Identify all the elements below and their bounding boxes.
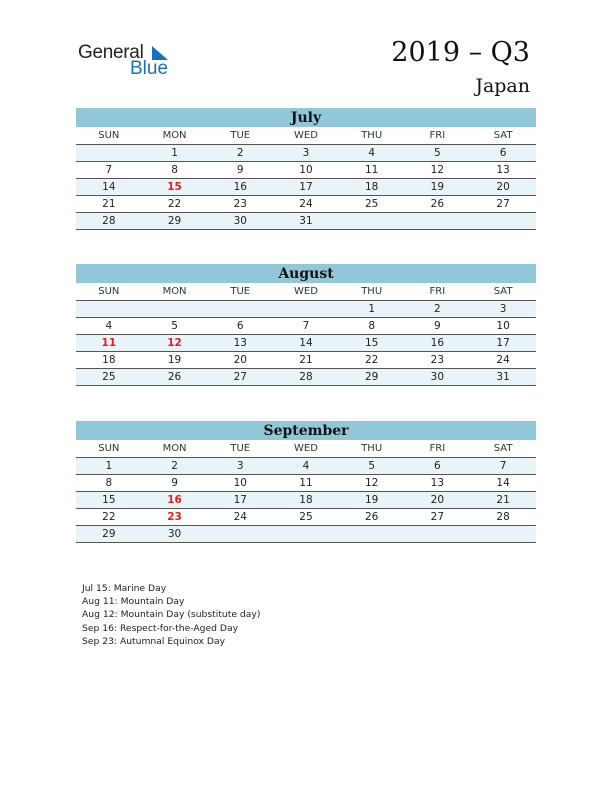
holiday-note: Sep 16: Respect-for-the-Aged Day	[82, 622, 239, 634]
day-cell: 10	[470, 318, 536, 335]
day-cell: 11	[339, 162, 405, 179]
month-block-july	[76, 108, 536, 230]
weekday-label: SUN	[76, 283, 142, 301]
weekday-label: SAT	[470, 440, 536, 458]
day-cell: 4	[76, 318, 142, 335]
week-row	[76, 509, 536, 526]
weekday-header-row	[76, 283, 536, 301]
logo-blue-text: Blue	[130, 58, 169, 79]
weekday-label: THU	[339, 283, 405, 301]
weekday-label: SUN	[76, 127, 142, 145]
day-cell: 16	[142, 492, 208, 509]
day-cell: 18	[273, 492, 339, 509]
month-title: July	[76, 108, 536, 127]
week-row	[76, 213, 536, 230]
day-cell: 12	[339, 475, 405, 492]
day-cell: 21	[273, 352, 339, 369]
day-cell: 5	[339, 458, 405, 475]
day-cell: 21	[470, 492, 536, 509]
week-row	[76, 145, 536, 162]
week-row	[76, 352, 536, 369]
weekday-label: FRI	[405, 283, 471, 301]
day-cell: 26	[339, 509, 405, 526]
day-cell: 14	[470, 475, 536, 492]
day-cell: 10	[273, 162, 339, 179]
day-cell: 13	[470, 162, 536, 179]
holiday-note: Sep 23: Autumnal Equinox Day	[82, 635, 226, 647]
month-title: August	[76, 264, 536, 283]
day-cell: 28	[76, 213, 142, 230]
day-cell: 2	[207, 145, 273, 162]
day-cell: 15	[142, 179, 208, 196]
week-row	[76, 162, 536, 179]
day-cell: 6	[207, 318, 273, 335]
day-cell: 1	[339, 301, 405, 318]
day-cell: 15	[339, 335, 405, 352]
holiday-note: Aug 12: Mountain Day (substitute day)	[82, 609, 261, 621]
weekday-label: TUE	[207, 127, 273, 145]
day-cell: 15	[76, 492, 142, 509]
day-cell: 13	[207, 335, 273, 352]
weekday-label: THU	[339, 440, 405, 458]
weekday-label: SAT	[470, 127, 536, 145]
day-cell: 31	[470, 369, 536, 386]
day-cell: 30	[405, 369, 471, 386]
week-row	[76, 369, 536, 386]
day-cell: 9	[142, 475, 208, 492]
empty-day-cell	[405, 526, 471, 543]
page-title: 2019 – Q3	[391, 37, 530, 68]
empty-day-cell	[470, 213, 536, 230]
day-cell: 20	[405, 492, 471, 509]
day-cell: 2	[405, 301, 471, 318]
day-cell: 14	[273, 335, 339, 352]
day-cell: 3	[470, 301, 536, 318]
day-cell: 22	[142, 196, 208, 213]
day-cell: 9	[207, 162, 273, 179]
weekday-label: WED	[273, 440, 339, 458]
day-cell: 3	[207, 458, 273, 475]
day-cell: 2	[142, 458, 208, 475]
generalblue-logo	[78, 40, 178, 80]
day-cell: 22	[76, 509, 142, 526]
day-cell: 6	[470, 145, 536, 162]
empty-day-cell	[76, 301, 142, 318]
holiday-note: Aug 11: Mountain Day	[82, 596, 185, 608]
weekday-label: SUN	[76, 440, 142, 458]
day-cell: 16	[405, 335, 471, 352]
weekday-label: MON	[142, 283, 208, 301]
day-cell: 5	[405, 145, 471, 162]
weekday-label: TUE	[207, 283, 273, 301]
day-cell: 17	[207, 492, 273, 509]
day-cell: 19	[142, 352, 208, 369]
weekday-label: TUE	[207, 440, 273, 458]
holiday-notes	[82, 582, 260, 648]
day-cell: 24	[273, 196, 339, 213]
logo-general-text: General	[78, 42, 144, 63]
weekday-label: WED	[273, 283, 339, 301]
day-cell: 27	[207, 369, 273, 386]
month-title: September	[76, 421, 536, 440]
day-cell: 26	[142, 369, 208, 386]
calendar-grid	[76, 283, 536, 386]
day-cell: 12	[142, 335, 208, 352]
day-cell: 8	[339, 318, 405, 335]
day-cell: 7	[76, 162, 142, 179]
calendar-grid	[76, 127, 536, 230]
day-cell: 12	[405, 162, 471, 179]
day-cell: 23	[405, 352, 471, 369]
day-cell: 13	[405, 475, 471, 492]
week-row	[76, 335, 536, 352]
weekday-label: THU	[339, 127, 405, 145]
weekday-label: WED	[273, 127, 339, 145]
day-cell: 1	[76, 458, 142, 475]
day-cell: 25	[339, 196, 405, 213]
empty-day-cell	[207, 301, 273, 318]
day-cell: 27	[470, 196, 536, 213]
day-cell: 19	[339, 492, 405, 509]
empty-day-cell	[273, 301, 339, 318]
empty-day-cell	[76, 145, 142, 162]
day-cell: 7	[273, 318, 339, 335]
day-cell: 21	[76, 196, 142, 213]
week-row	[76, 458, 536, 475]
day-cell: 27	[405, 509, 471, 526]
day-cell: 7	[470, 458, 536, 475]
day-cell: 4	[273, 458, 339, 475]
day-cell: 30	[207, 213, 273, 230]
day-cell: 3	[273, 145, 339, 162]
calendar-grid	[76, 440, 536, 543]
day-cell: 19	[405, 179, 471, 196]
week-row	[76, 179, 536, 196]
day-cell: 17	[470, 335, 536, 352]
country-name: Japan	[475, 75, 530, 97]
weekday-label: MON	[142, 440, 208, 458]
weekday-label: FRI	[405, 127, 471, 145]
day-cell: 25	[76, 369, 142, 386]
day-cell: 20	[470, 179, 536, 196]
day-cell: 20	[207, 352, 273, 369]
month-block-august	[76, 264, 536, 386]
day-cell: 30	[142, 526, 208, 543]
weekday-label: SAT	[470, 283, 536, 301]
holiday-note: Jul 15: Marine Day	[82, 583, 167, 594]
week-row	[76, 492, 536, 509]
day-cell: 22	[339, 352, 405, 369]
day-cell: 16	[207, 179, 273, 196]
week-row	[76, 301, 536, 318]
day-cell: 1	[142, 145, 208, 162]
day-cell: 4	[339, 145, 405, 162]
day-cell: 11	[76, 335, 142, 352]
day-cell: 26	[405, 196, 471, 213]
week-row	[76, 475, 536, 492]
day-cell: 29	[76, 526, 142, 543]
day-cell: 25	[273, 509, 339, 526]
weekday-label: FRI	[405, 440, 471, 458]
week-row	[76, 318, 536, 335]
day-cell: 29	[339, 369, 405, 386]
empty-day-cell	[207, 526, 273, 543]
day-cell: 24	[470, 352, 536, 369]
empty-day-cell	[405, 213, 471, 230]
day-cell: 9	[405, 318, 471, 335]
empty-day-cell	[339, 213, 405, 230]
day-cell: 8	[142, 162, 208, 179]
day-cell: 10	[207, 475, 273, 492]
day-cell: 8	[76, 475, 142, 492]
weekday-header-row	[76, 440, 536, 458]
day-cell: 24	[207, 509, 273, 526]
week-row	[76, 196, 536, 213]
day-cell: 23	[207, 196, 273, 213]
day-cell: 6	[405, 458, 471, 475]
day-cell: 29	[142, 213, 208, 230]
day-cell: 31	[273, 213, 339, 230]
day-cell: 18	[76, 352, 142, 369]
empty-day-cell	[339, 526, 405, 543]
day-cell: 23	[142, 509, 208, 526]
day-cell: 28	[273, 369, 339, 386]
day-cell: 18	[339, 179, 405, 196]
day-cell: 17	[273, 179, 339, 196]
week-row	[76, 526, 536, 543]
empty-day-cell	[142, 301, 208, 318]
empty-day-cell	[273, 526, 339, 543]
empty-day-cell	[470, 526, 536, 543]
month-block-september	[76, 421, 536, 543]
weekday-label: MON	[142, 127, 208, 145]
day-cell: 14	[76, 179, 142, 196]
day-cell: 28	[470, 509, 536, 526]
day-cell: 5	[142, 318, 208, 335]
day-cell: 11	[273, 475, 339, 492]
weekday-header-row	[76, 127, 536, 145]
